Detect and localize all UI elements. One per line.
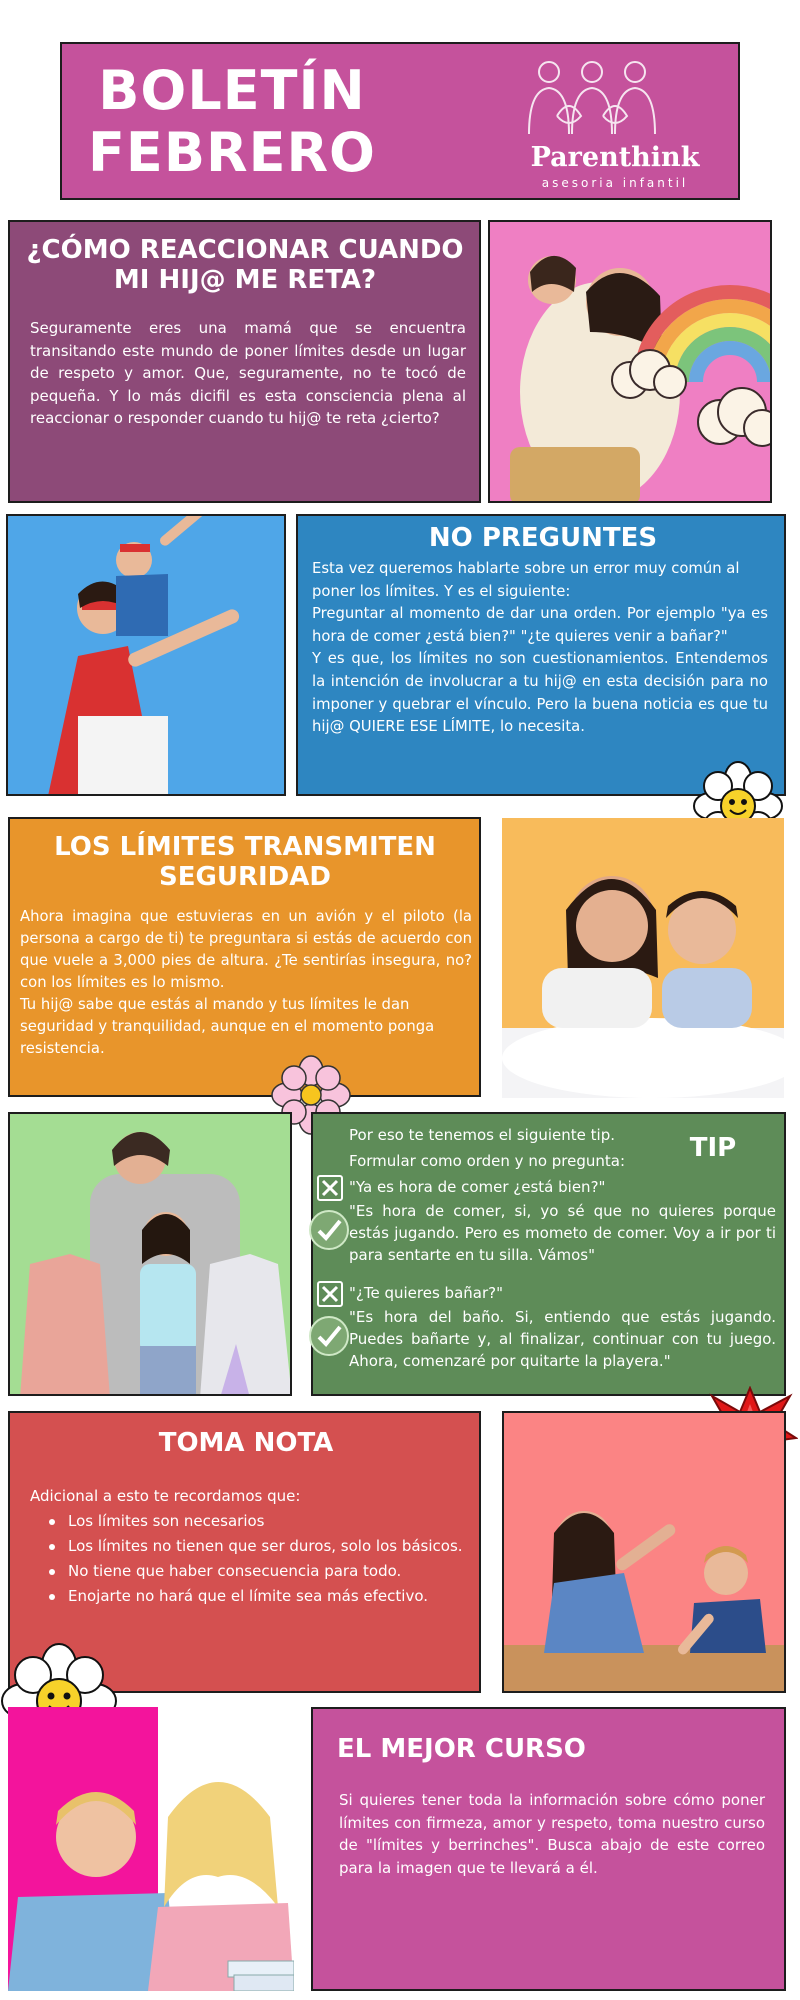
tip-intro-1: Por eso te tenemos el siguiente tip. (349, 1126, 616, 1144)
mother-daughter-dresses-photo (8, 1112, 292, 1396)
tip-right-example-2: "Es hora del baño. Si, entiendo que estás jugando. Puedes bañarte y, al finalizar, continuar con tu juego. Ahora, comenzaré por quitarte la playera." (349, 1308, 776, 1370)
section-title: ¿CÓMO REACCIONAR CUANDO MI HIJ@ ME RETA? (26, 235, 464, 295)
family-logo-icon (517, 56, 667, 142)
mother-son-studying-photo (8, 1707, 294, 1991)
checkmark-icon (309, 1316, 349, 1356)
logo-name: Parenthink (530, 142, 700, 173)
section-reaccionar (8, 220, 481, 503)
mother-child-hug-photo (488, 220, 772, 503)
section-tip (311, 1112, 786, 1396)
mother-son-pillow-photo (502, 818, 784, 1098)
tip-label: TIP (689, 1133, 737, 1163)
tip-right-example-1: "Es hora de comer, si, yo sé que no quieres porque estás jugando. Pero es mometo de comer. Voy a ir por ti para sentarte en tu silla. Vámos" (349, 1202, 776, 1264)
section-curso (311, 1707, 786, 1991)
newsletter-header (60, 42, 740, 200)
tip-intro-2: Formular como orden y no pregunta: (349, 1152, 626, 1170)
superhero-mother-child-photo (6, 514, 286, 796)
list-item: Los límites no tienen que ser duros, solo los básicos. (40, 1534, 472, 1559)
list-item: Los límites son necesarios (40, 1509, 472, 1534)
list-item: Enojarte no hará que el límite sea más efectivo. (40, 1584, 472, 1609)
x-box-icon (317, 1281, 343, 1307)
section-intro: Adicional a esto te recordamos que: (30, 1487, 301, 1505)
section-title: LOS LÍMITES TRANSMITEN SEGURIDAD (54, 832, 436, 892)
logo-tagline: asesoria infantil (541, 176, 689, 190)
section-body: Si quieres tener toda la información sobre cómo poner límites con firmeza, amor y respeto, toma nuestro curso de "límites y berrinches". Busca abajo de este correo para la imagen que te llevará a él. (339, 1791, 765, 1877)
x-box-icon (317, 1175, 343, 1201)
reminder-list (40, 1509, 472, 1609)
section-seguridad (8, 817, 481, 1097)
section-body: Seguramente eres una mamá que se encuentra transitando este mundo de poner límites desde un lugar de respeto y amor. Que, seguramente, no te tocó de pequeña. Y lo más dicifil es esta consciencia plena al reaccionar o responder cuando tu hij@ te reta ¿cierto? (30, 319, 466, 427)
tip-wrong-example-2: "¿Te quieres bañar?" (349, 1284, 503, 1302)
tip-wrong-example-1: "Ya es hora de comer ¿está bien?" (349, 1178, 606, 1196)
checkmark-icon (309, 1210, 349, 1250)
section-title: EL MEJOR CURSO (337, 1734, 586, 1764)
section-no-preguntes (296, 514, 786, 796)
section-body: Esta vez queremos hablarte sobre un error muy común al poner los límites. Y es el siguiente: Preguntar al momento de dar una orden. Por ejemplo "ya es hora de comer ¿está bien?" "¿te quieres venir a bañar?" Y es que, los límites no son cuestionamientos. Entendemos la intención de involucrar a tu hij@ en esta decisión para no imponer y quebrar el vínculo. Pero la buena noticia es que tu hij@ QUIERE ESE LÍMITE, lo necesita. (312, 560, 768, 736)
section-title: NO PREGUNTES (428, 523, 658, 553)
newsletter-title: BOLETÍN FEBRERO (88, 59, 376, 184)
list-item: No tiene que haber consecuencia para todo. (40, 1559, 472, 1584)
section-body: Ahora imagina que estuvieras en un avión y el piloto (la persona a cargo de ti) te preguntara si estás de acuerdo con que vuele a 3,000 pies de altura. ¿Te sentirías insegura, no? con los límites es lo mismo. Tu hij@ sabe que estás al mando y tus límites le dan seguridad y tranquilidad, aunque en el momento ponga resistencia. (20, 908, 472, 1057)
section-title: TOMA NOTA (158, 1428, 334, 1458)
high-five-photo (502, 1411, 786, 1693)
